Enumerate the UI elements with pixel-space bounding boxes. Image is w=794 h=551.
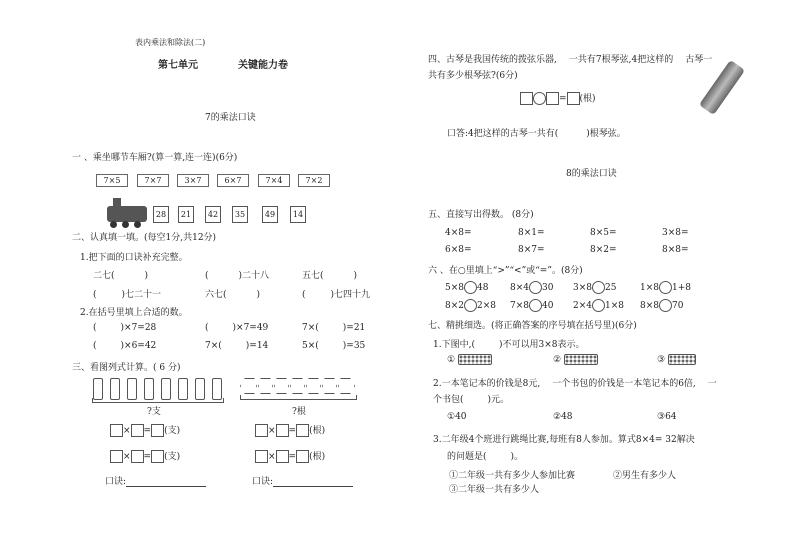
text: 70 — [672, 301, 684, 311]
text: )。 — [510, 452, 524, 462]
q5-item-1: 4×8= — [445, 228, 472, 238]
dot-array-icon — [668, 354, 696, 365]
answer-box[interactable] — [131, 450, 144, 463]
pencil-icon — [161, 378, 171, 400]
section-title-7: 7的乘法口诀 — [205, 113, 256, 123]
text: ) — [144, 271, 149, 281]
text: ( — [93, 323, 97, 333]
q6-r1-b — [510, 281, 553, 294]
pencil-icon — [93, 378, 103, 400]
q5-item-4: 3×8= — [662, 228, 689, 238]
text: 7×( — [205, 341, 222, 351]
q2-part1-label: 1.把下面的口诀补充完整。 — [80, 253, 188, 263]
q3-right-eq2: × = (根) — [255, 449, 325, 463]
text: )=35 — [342, 341, 366, 351]
text: 一 — [707, 379, 717, 389]
q7-s3-opt1[interactable]: ①二年级一共有多少人参加比赛 — [449, 471, 576, 481]
text: ( — [93, 341, 97, 351]
compare-circle[interactable] — [592, 299, 605, 312]
train-car-4: 35 — [232, 206, 248, 223]
answer-box[interactable] — [131, 424, 144, 437]
text: 一个书包的价钱是一本笔记本的6倍, — [552, 379, 696, 389]
q7-title: 七、精挑细选。(将正确答案的序号填在括号里)(6分) — [428, 321, 637, 331]
q6-r1-d — [640, 281, 691, 294]
answer-box[interactable] — [151, 424, 164, 437]
text: 30 — [542, 283, 554, 293]
unit: (根) — [309, 426, 326, 436]
text: 2.一本笔记本的价钱是8元, — [433, 379, 541, 389]
text: )七二十一 — [121, 290, 162, 300]
q5-item-7: 8×2= — [590, 245, 617, 255]
q7-s2-opt3[interactable]: ③64 — [657, 412, 677, 422]
q7-s2-line2 — [433, 392, 509, 405]
q4-equation: = (根) — [520, 91, 596, 105]
train-car-5: 49 — [262, 206, 278, 223]
pencil-icon — [178, 378, 188, 400]
pencil-icon — [195, 378, 205, 400]
answer-box[interactable] — [276, 424, 289, 437]
text: 个书包( — [433, 395, 464, 405]
q2-r4-a — [93, 341, 156, 351]
locomotive-icon — [107, 206, 147, 222]
q3-title: 三、看图列式计算。( 6 分) — [72, 363, 181, 373]
q2-r1-a — [93, 268, 148, 281]
wheel-icon — [122, 221, 129, 228]
answer-box[interactable] — [151, 450, 164, 463]
q6-r2-d — [640, 299, 683, 312]
q5-item-3: 8×5= — [590, 228, 617, 238]
unit: (支) — [164, 426, 181, 436]
q7-s2-opt1[interactable]: ①40 — [447, 412, 467, 422]
train-car-1: 28 — [153, 206, 169, 223]
text: 5×( — [302, 341, 319, 351]
exam-title: 关键能力卷 — [238, 60, 288, 71]
text: ) — [353, 271, 358, 281]
answer-box[interactable] — [110, 424, 123, 437]
text: 口答:4把这样的古琴一共有( — [447, 129, 559, 139]
text: 2×4 — [573, 301, 592, 311]
text: 四、古琴是我国传统的拨弦乐器, — [428, 55, 557, 65]
q5-item-2: 8×1= — [518, 228, 545, 238]
dot-array-icon — [458, 354, 492, 365]
text: )根琴弦。 — [586, 129, 626, 139]
q2-r3-b — [205, 323, 268, 333]
text: 二七( — [93, 271, 115, 281]
q6-title: 六 、在○里填上“>”“<”或“=”。(8分) — [428, 266, 583, 276]
q7-s1-opt2 — [553, 354, 598, 365]
answer-box[interactable] — [296, 450, 309, 463]
q2-part2-label: 2.在括号里填上合适的数。 — [80, 308, 188, 318]
compare-circle[interactable] — [659, 281, 672, 294]
option-label[interactable]: ③ — [657, 355, 666, 365]
brace — [240, 395, 357, 400]
pencil-icon — [110, 378, 120, 400]
train-car-6: 14 — [290, 206, 306, 223]
text: 1.下图中,( — [433, 340, 475, 350]
guqin-icon — [699, 60, 745, 115]
text: 1×8 — [605, 301, 624, 311]
q7-s1-opt1 — [447, 354, 492, 365]
text: )二十八 — [238, 271, 270, 281]
text: ( — [205, 271, 209, 281]
q6-r2-b — [510, 299, 553, 312]
brace — [92, 398, 224, 403]
text: ( — [302, 290, 306, 300]
q2-r4-c — [302, 341, 365, 351]
label: 口诀: — [105, 477, 127, 487]
q5-title: 五、直接写出得数。 (8分) — [428, 210, 534, 220]
q3-right-koujue — [252, 474, 353, 487]
text: 25 — [605, 283, 617, 293]
text: 8×4 — [510, 283, 529, 293]
text: 的问题是( — [447, 452, 487, 462]
q3-left-koujue — [105, 474, 206, 487]
text: 1×8 — [640, 283, 659, 293]
q7-s2-opt2[interactable]: ②48 — [553, 412, 573, 422]
pencil-icon — [127, 378, 137, 400]
text: 五七( — [302, 271, 324, 281]
q6-r1-c — [573, 281, 616, 294]
q4-line1 — [428, 52, 712, 65]
compare-circle[interactable] — [464, 281, 477, 294]
q5-item-8: 8×8= — [662, 245, 689, 255]
q3-right-caption: ?根 — [292, 407, 306, 417]
q6-r2-c — [573, 299, 624, 312]
q3-left-caption: ?支 — [147, 407, 161, 417]
pencil-icon — [144, 378, 154, 400]
answer-box[interactable] — [276, 450, 289, 463]
compare-circle[interactable] — [464, 299, 477, 312]
q4-line2: 共有多少根琴弦?(6分) — [428, 71, 518, 81]
answer-line[interactable] — [126, 486, 206, 487]
answer-box[interactable] — [546, 92, 559, 105]
hexagon-icon — [336, 378, 355, 394]
q2-title: 二、认真填一填。(每空1分,共12分) — [72, 233, 217, 243]
q3-left-eq1: × = (支) — [110, 423, 180, 437]
card-2: 7×7 — [137, 174, 169, 187]
text: )元。 — [487, 395, 510, 405]
text: 40 — [542, 301, 554, 311]
q7-s3-opt2[interactable]: ②男生有多少人 — [613, 471, 677, 481]
text: )=14 — [245, 341, 269, 351]
wheel-icon — [110, 221, 117, 228]
text: 六七( — [205, 290, 227, 300]
q2-r3-c — [302, 323, 365, 333]
chimney-icon — [113, 198, 121, 207]
text: 5×8 — [445, 283, 464, 293]
card-3: 3×7 — [177, 174, 209, 187]
text: )×6=42 — [120, 341, 157, 351]
label: 口诀: — [252, 477, 274, 487]
option-label[interactable]: ② — [553, 355, 562, 365]
q6-r1-a — [445, 281, 488, 294]
train-car-3: 42 — [205, 206, 221, 223]
text: ( — [93, 290, 97, 300]
train-car-2: 21 — [178, 206, 194, 223]
text: 48 — [477, 283, 489, 293]
text: )七四十九 — [330, 290, 371, 300]
q2-r1-c — [302, 268, 357, 281]
q7-s3-line2 — [447, 449, 523, 462]
text: 8×2 — [445, 301, 464, 311]
q7-s3-opt3[interactable]: ③二年级一共有多少人 — [449, 485, 540, 495]
q2-r2-c — [302, 287, 370, 300]
text: 8×8 — [640, 301, 659, 311]
text: 2×8 — [477, 301, 496, 311]
card-4: 6×7 — [217, 174, 249, 187]
q2-r4-b — [205, 341, 268, 351]
q3-left-eq2: × = (支) — [110, 449, 180, 463]
card-1: 7×5 — [96, 174, 128, 187]
answer-line[interactable] — [273, 486, 353, 487]
q7-s3-line1: 3.二年级4个班进行跳绳比赛,每班有8人参加。算式8×4= 32解决 — [433, 435, 695, 445]
card-5: 7×4 — [258, 174, 290, 187]
text: 一共有7根琴弦,4把这样的 — [568, 55, 674, 65]
q1-title: 一 、乘坐哪节车厢?(算一算,连一连)(6分) — [72, 153, 238, 163]
answer-box[interactable] — [520, 92, 533, 105]
answer-box[interactable] — [255, 450, 268, 463]
q7-s1 — [433, 337, 584, 350]
text: )=21 — [342, 323, 366, 333]
q3-right-eq1: × = (根) — [255, 423, 325, 437]
compare-circle[interactable] — [529, 281, 542, 294]
pencil-icon — [212, 378, 222, 400]
option-label[interactable]: ① — [447, 355, 456, 365]
text: 1+8 — [672, 283, 691, 293]
text: 7×8 — [510, 301, 529, 311]
q2-r2-a — [93, 287, 161, 300]
answer-box[interactable] — [296, 424, 309, 437]
text: ( — [205, 323, 209, 333]
text: 7×( — [302, 323, 319, 333]
q2-r1-b — [205, 268, 269, 281]
text: )×7=49 — [232, 323, 269, 333]
answer-box[interactable] — [110, 450, 123, 463]
answer-box[interactable] — [567, 92, 580, 105]
unit: (支) — [164, 452, 181, 462]
q5-item-6: 8×7= — [518, 245, 545, 255]
wheel-icon — [134, 221, 141, 228]
text: ) — [256, 290, 261, 300]
q5-item-5: 6×8= — [445, 245, 472, 255]
answer-circle[interactable] — [533, 92, 546, 105]
answer-box[interactable] — [255, 424, 268, 437]
text: 3×8 — [573, 283, 592, 293]
compare-circle[interactable] — [659, 299, 672, 312]
q7-s2-line1 — [433, 376, 717, 389]
q2-r2-b — [205, 287, 260, 300]
compare-circle[interactable] — [592, 281, 605, 294]
text: )×7=28 — [120, 323, 157, 333]
subtitle: 表内乘法和除法(二) — [135, 38, 206, 47]
text: )不可以用3×8表示。 — [498, 340, 585, 350]
q6-r2-a — [445, 299, 496, 312]
q7-s1-opt3 — [657, 354, 696, 365]
section-title-8: 8的乘法口诀 — [566, 169, 617, 179]
unit-title: 第七单元 — [158, 60, 198, 71]
text: 古琴一 — [685, 55, 713, 65]
unit: (根) — [579, 94, 596, 104]
card-6: 7×2 — [298, 174, 330, 187]
q2-r3-a — [93, 323, 156, 333]
q4-answer — [447, 126, 626, 139]
compare-circle[interactable] — [529, 299, 542, 312]
dot-array-icon — [564, 354, 598, 365]
unit: (根) — [309, 452, 326, 462]
